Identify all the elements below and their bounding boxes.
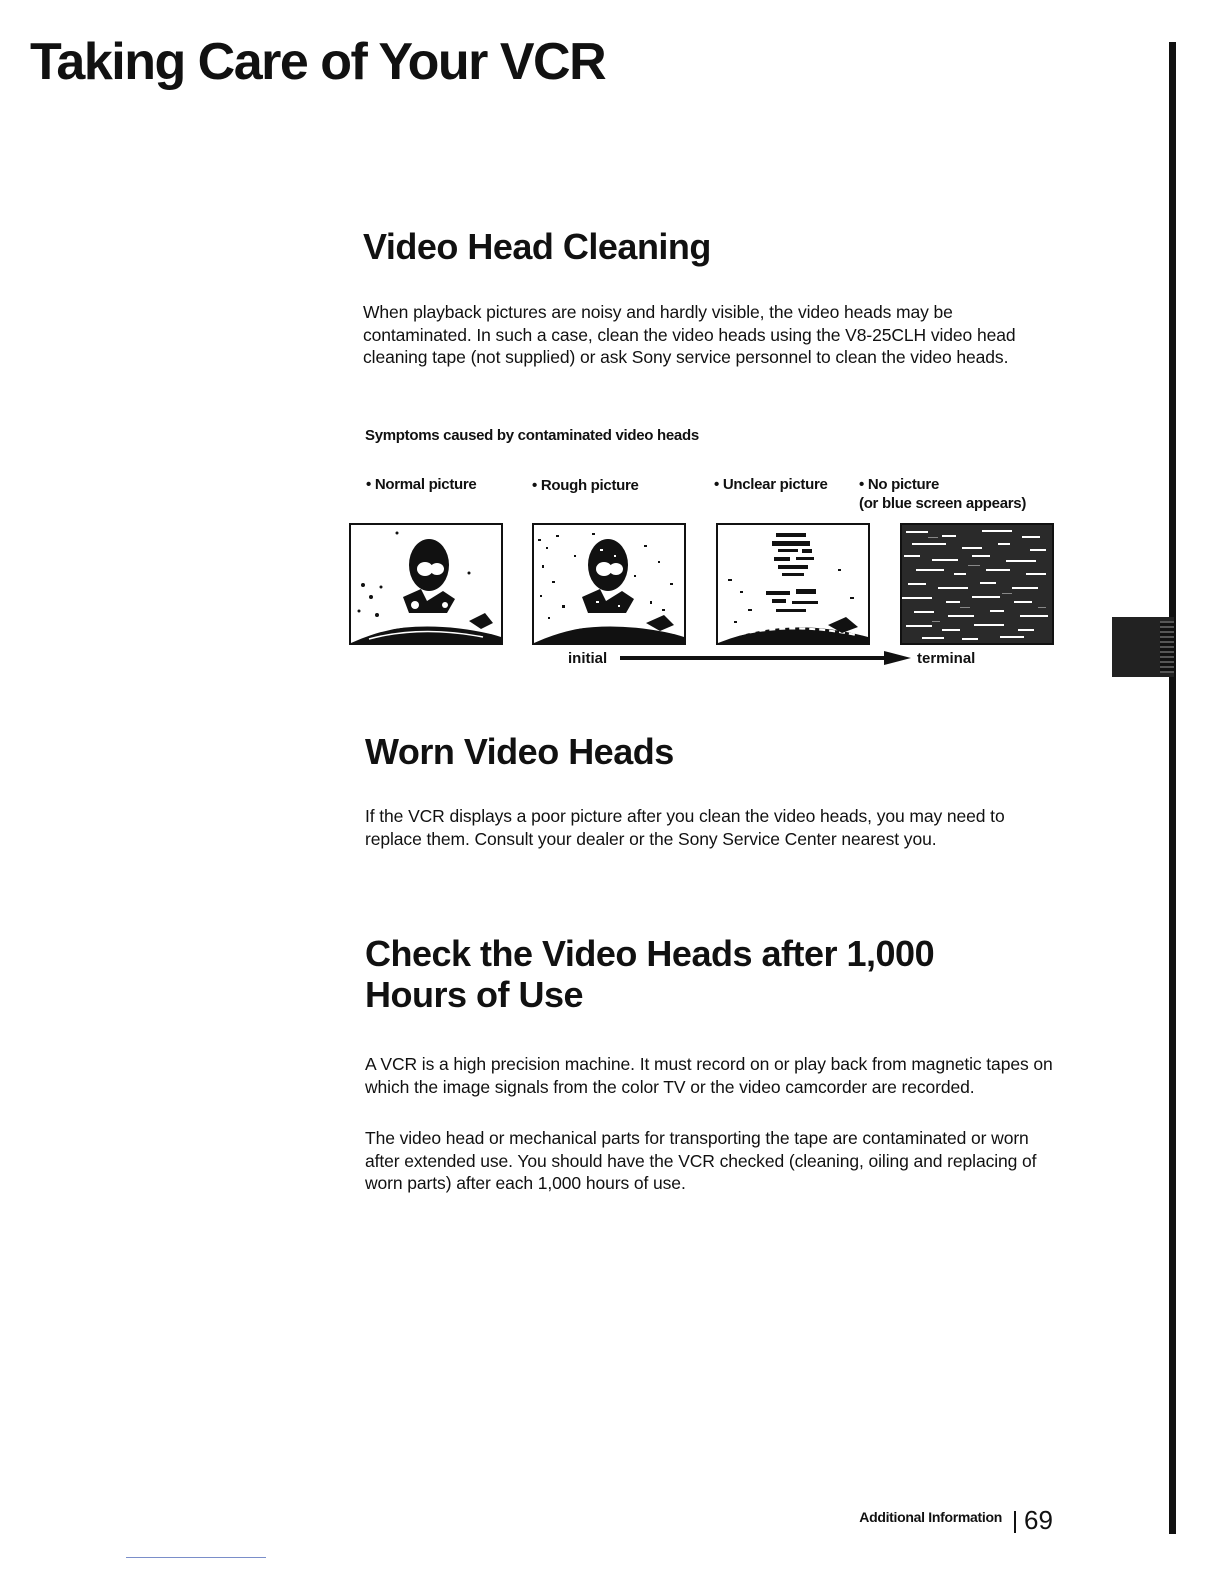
label-unclear-picture: • Unclear picture — [714, 476, 828, 493]
bottom-edge-line — [126, 1557, 266, 1558]
paragraph-check-1: A VCR is a high precision machine. It must record on or play back from magnetic tapes on which the image signals from the color TV or the video camcorder are recorded. — [365, 1054, 1053, 1097]
unclear-picture-image — [716, 523, 870, 645]
heading-check-line-2: Hours of Use — [365, 974, 584, 1015]
paragraph-worn-video-heads: If the VCR displays a poor picture after you clean the video heads, you may need to replace them. Consult your dealer or the Sony Service Center nearest you. — [365, 806, 1005, 849]
label-no-picture-sub: (or blue screen appears) — [859, 495, 1027, 512]
footer-section-name: Additional Information — [859, 1509, 1002, 1525]
section-tab-marker — [1112, 617, 1174, 677]
progress-terminal-label: terminal — [917, 650, 976, 667]
right-margin-rule — [1169, 42, 1176, 1534]
heading-video-head-cleaning: Video Head Cleaning — [363, 226, 711, 267]
progress-initial-label: initial — [568, 650, 608, 667]
no-picture-image — [900, 523, 1054, 645]
page-title: Taking Care of Your VCR — [30, 33, 606, 91]
heading-worn-video-heads: Worn Video Heads — [365, 731, 674, 772]
label-rough-picture: • Rough picture — [532, 477, 639, 494]
heading-check-video-heads — [365, 933, 934, 1015]
label-normal-picture: • Normal picture — [366, 476, 477, 493]
paragraph-check-2: The video head or mechanical parts for transporting the tape are contaminated or worn after extended use. You should have the VCR checked (cleaning, oiling and replacing of worn parts) after each 1,000 hours of use. — [365, 1128, 1037, 1193]
page-number: 69 — [1024, 1505, 1053, 1535]
label-no-picture-main: • No picture — [859, 476, 939, 493]
normal-picture-image — [349, 523, 503, 645]
symptoms-caption: Symptoms caused by contaminated video heads — [365, 427, 699, 444]
progress-arrow-icon — [620, 651, 912, 665]
label-no-picture — [859, 475, 1026, 513]
heading-check-line-1: Check the Video Heads after 1,000 — [365, 933, 935, 974]
footer-separator — [1014, 1511, 1016, 1533]
paragraph-video-head-cleaning: When playback pictures are noisy and hardly visible, the video heads may be contaminated. In such a case, clean the video heads using the V8-25CLH video head cleaning tape (not supplied) or ask Sony service personnel to clean the video heads. — [363, 302, 1016, 367]
rough-picture-image — [532, 523, 686, 645]
